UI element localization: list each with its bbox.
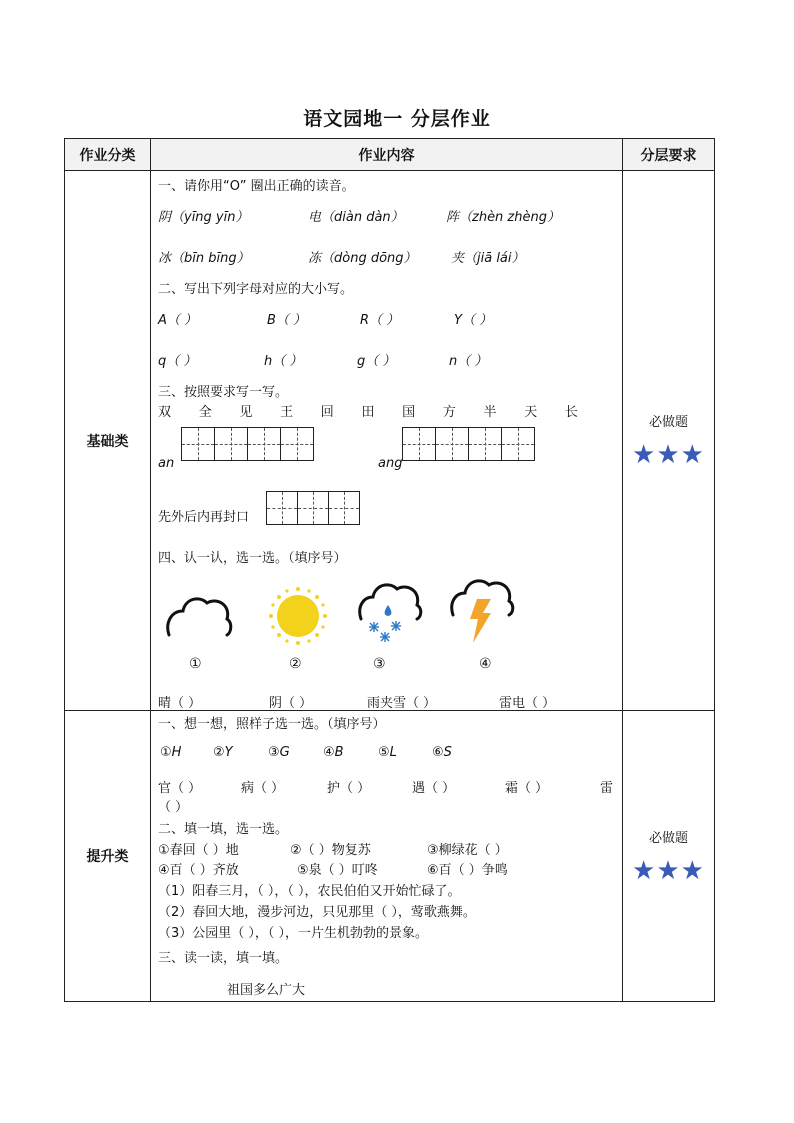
fill-item: ⑥百（ ）争鸣	[427, 863, 508, 878]
writing-cell[interactable]	[468, 427, 502, 461]
advanced-requirement	[623, 711, 715, 1002]
fill-item: ⑤泉（ ）叮咚	[297, 863, 378, 878]
basic-requirement	[623, 171, 715, 711]
match-item: 护（ ）	[327, 781, 371, 796]
option-item: ②Y	[213, 745, 233, 760]
writing-cell[interactable]	[247, 427, 281, 461]
icon-number: ③	[373, 656, 386, 672]
option-item: ⑤L	[378, 745, 397, 760]
fill-item: ②（ ）物复苏	[290, 843, 371, 858]
page-title: 语文园地一 分层作业	[303, 108, 491, 130]
char-list	[158, 401, 578, 420]
letter-item: B（ ）	[267, 313, 307, 328]
writing-cell[interactable]	[280, 427, 314, 461]
homework-table	[64, 138, 715, 1002]
match-item: 官（ ）	[158, 781, 202, 796]
header-requirement: 分层要求	[623, 139, 715, 171]
char-item: 双	[158, 405, 172, 420]
label-an: an	[158, 456, 175, 471]
match-item-cont: （ ）	[158, 800, 189, 815]
letter-item: q（ ）	[158, 354, 197, 369]
writing-cell[interactable]	[214, 427, 248, 461]
star-rating: ★★★	[632, 440, 705, 470]
letter-item: Y（ ）	[454, 313, 493, 328]
label-ang: ang	[378, 456, 403, 471]
letter-item: R（ ）	[360, 313, 400, 328]
pinyin-item: 夹（jiā lái）	[451, 251, 525, 266]
fill-item: ④百（ ）齐放	[158, 863, 239, 878]
header-content: 作业内容	[151, 139, 623, 171]
label-order: 先外后内再封口	[158, 510, 250, 525]
weather-answer: 阴（ ）	[269, 696, 313, 711]
basic-q3-title: 三、按照要求写一写。	[158, 385, 289, 400]
icon-number: ④	[479, 656, 492, 672]
writing-cell[interactable]	[501, 427, 535, 461]
char-item: 回	[320, 405, 334, 420]
advanced-q1-title: 一、想一想，照样子选一选。（填序号）	[158, 717, 386, 732]
pinyin-item: 阴（yīng yīn）	[158, 210, 249, 225]
sentence: （3）公园里（ ），（ ），一片生机勃勃的景象。	[158, 926, 429, 941]
writing-cell[interactable]	[435, 427, 469, 461]
star-rating: ★★★	[632, 855, 705, 886]
sentence: （1）阳春三月，（ ），（ ），农民伯伯又开始忙碌了。	[158, 884, 461, 899]
option-item: ③G	[268, 745, 290, 760]
weather-answer: 雷电（ ）	[499, 696, 556, 711]
sleet-icon	[355, 579, 425, 649]
letter-item: g（ ）	[357, 354, 396, 369]
match-item: 遇（ ）	[412, 781, 456, 796]
pinyin-item: 冰（bīn bīng）	[158, 251, 250, 266]
char-item: 方	[442, 405, 456, 420]
writing-cell[interactable]	[297, 491, 329, 525]
thunderstorm-icon	[447, 575, 517, 649]
writing-cell[interactable]	[266, 491, 298, 525]
match-item: 病（ ）	[241, 781, 285, 796]
icon-number: ②	[289, 656, 302, 672]
writing-grid-ang[interactable]	[402, 427, 534, 461]
option-item: ①H	[160, 745, 182, 760]
pinyin-item: 阵（zhèn zhèng）	[446, 210, 560, 225]
match-item: 雷	[600, 781, 614, 796]
advanced-q3-title: 三、读一读，填一填。	[158, 951, 289, 966]
advanced-q2-title: 二、填一填，选一选。	[158, 822, 289, 837]
requirement-label: 必做题	[648, 415, 688, 430]
writing-grid-order[interactable]	[266, 491, 359, 525]
fill-item: ③柳绿花（ ）	[427, 843, 508, 858]
writing-grid-an[interactable]	[181, 427, 313, 461]
char-item: 全	[198, 405, 212, 420]
sentence: （2）春回大地，漫步河边，只见那里（ ），莺歌燕舞。	[158, 905, 476, 920]
weather-answer: 雨夹雪（ ）	[367, 696, 437, 711]
letter-item: n（ ）	[449, 354, 488, 369]
pinyin-item: 冻（dòng dōng）	[308, 251, 417, 266]
fill-item: ①春回（ ）地	[158, 843, 239, 858]
writing-cell[interactable]	[328, 491, 360, 525]
advanced-category: 提升类	[65, 711, 151, 1002]
char-item: 田	[361, 405, 375, 420]
advanced-content	[151, 711, 623, 1002]
char-item: 长	[564, 405, 578, 420]
poem-title: 祖国多么广大	[227, 983, 306, 998]
basic-q2-title: 二、写出下列字母对应的大小写。	[158, 282, 354, 297]
option-item: ④B	[323, 745, 344, 760]
char-item: 王	[280, 405, 294, 420]
char-item: 见	[239, 405, 253, 420]
letter-item: h（ ）	[264, 354, 303, 369]
pinyin-item: 电（diàn dàn）	[308, 210, 404, 225]
letter-item: A（ ）	[158, 313, 198, 328]
char-item: 半	[483, 405, 497, 420]
header-category: 作业分类	[65, 139, 151, 171]
sun-icon	[267, 585, 329, 647]
char-item: 天	[524, 405, 538, 420]
icon-number: ①	[189, 656, 202, 672]
requirement-label: 必做题	[648, 830, 688, 846]
basic-content	[151, 171, 623, 711]
advanced-row	[65, 711, 715, 1002]
char-item: 国	[402, 405, 416, 420]
option-item: ⑥S	[432, 745, 452, 760]
basic-row	[65, 171, 715, 711]
match-item: 霜（ ）	[505, 781, 549, 796]
writing-cell[interactable]	[402, 427, 436, 461]
basic-category: 基础类	[65, 171, 151, 711]
writing-cell[interactable]	[181, 427, 215, 461]
cloud-icon	[163, 589, 235, 641]
table-header	[65, 139, 715, 171]
weather-answer: 晴（ ）	[158, 696, 202, 711]
basic-q4-title: 四、认一认，选一选。（填序号）	[158, 551, 347, 566]
basic-q1-title: 一、请你用“O” 圈出正确的读音。	[158, 179, 355, 194]
